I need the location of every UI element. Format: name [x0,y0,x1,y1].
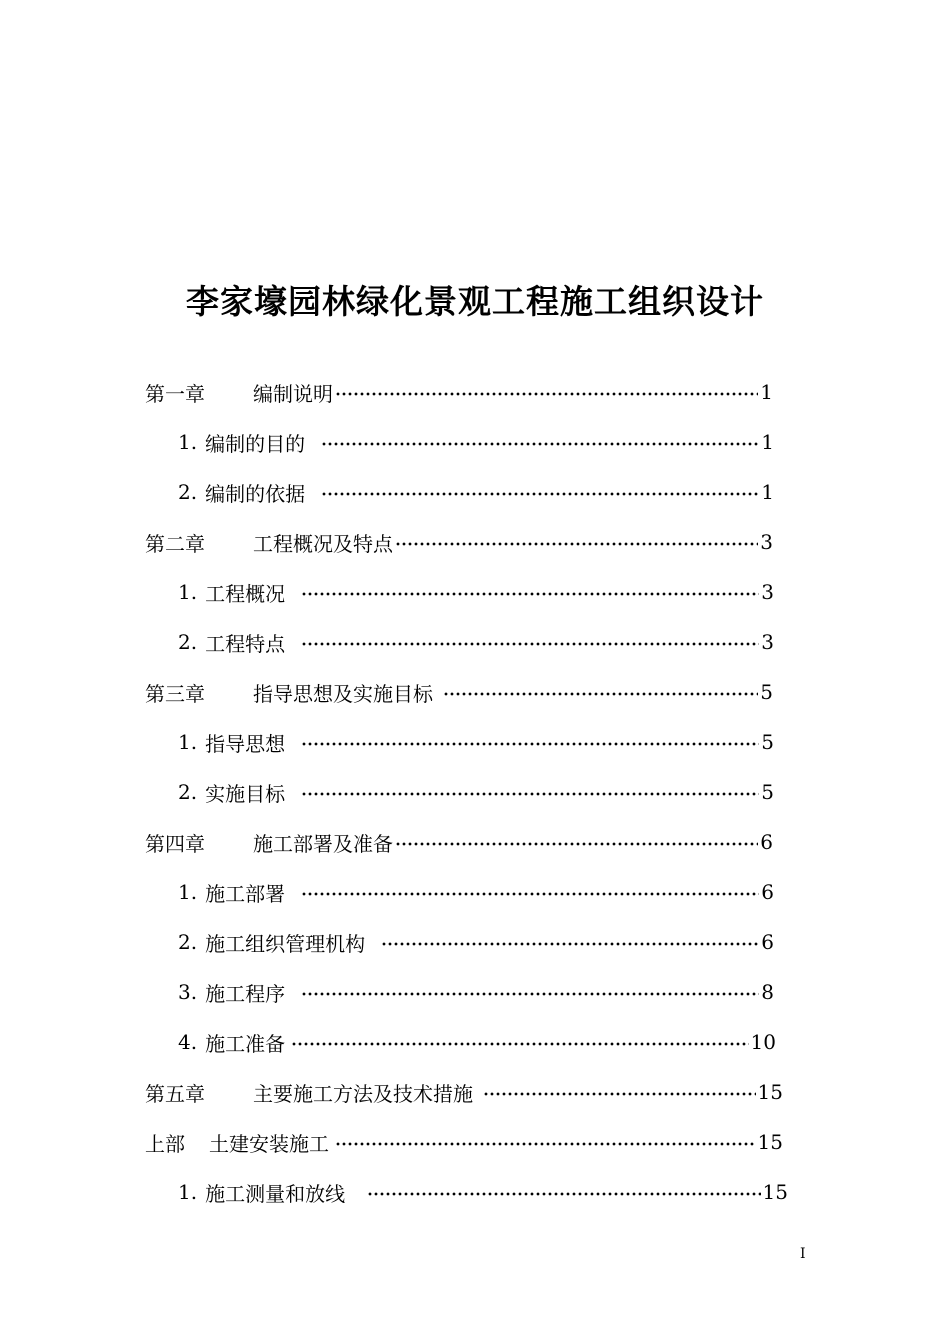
toc-entry[interactable] [178,622,774,662]
toc-entry-label: 上部 [145,1131,185,1156]
toc-entry-title: 施工部署及准备 [253,831,393,856]
toc-entry-label: 第四章 [145,831,205,856]
document-title: 李家壕园林绿化景观工程施工组织设计 [186,282,764,321]
toc-entry[interactable] [145,522,773,562]
toc-entry[interactable] [178,772,774,812]
toc-dot-leader [381,934,759,954]
toc-entry-title: 土建安装施工 [209,1131,329,1156]
toc-entry[interactable] [178,722,774,762]
toc-entry-title: 施工部署 [205,881,286,906]
toc-entry-page: 5 [761,730,774,754]
toc-entry-label: 第三章 [145,681,205,706]
toc-entry-label: 2. [178,780,198,804]
toc-dot-leader [321,484,759,504]
toc-entry-page: 3 [760,530,773,554]
toc-entry-page: 3 [761,630,774,654]
toc-entry-page: 3 [761,580,774,604]
toc-entry[interactable] [178,922,774,962]
toc-entry-page: 10 [750,1030,776,1054]
toc-entry-title: 指导思想及实施目标 [253,681,433,706]
toc-entry[interactable] [145,372,773,412]
toc-dot-leader [301,734,759,754]
toc-entry-page: 5 [761,780,774,804]
toc-entry-title: 编制的依据 [205,481,306,506]
toc-dot-leader [301,984,759,1004]
toc-entry[interactable] [178,572,774,612]
toc-entry-title: 指导思想 [205,731,286,756]
toc-entry-title: 工程概况 [205,581,286,606]
toc-entry[interactable] [178,1172,788,1212]
toc-entry-page: 6 [761,880,774,904]
toc-entry-label: 第二章 [145,531,205,556]
toc-entry-page: 1 [760,380,773,404]
toc-entry-label: 1. [178,1180,198,1204]
toc-dot-leader [443,684,758,704]
toc-dot-leader [395,534,758,554]
toc-entry-label: 1. [178,730,198,754]
toc-dot-leader [335,1134,756,1154]
toc-entry-page: 15 [757,1130,783,1154]
toc-entry[interactable] [145,822,773,862]
toc-entry-page: 15 [757,1080,783,1104]
toc-entry-title: 工程概况及特点 [253,531,393,556]
toc-entry-label: 1. [178,580,198,604]
toc-entry-page: 8 [761,980,774,1004]
toc-entry-title: 编制说明 [253,381,333,406]
toc-entry-title: 工程特点 [205,631,286,656]
toc-entry-page: 15 [762,1180,788,1204]
toc-dot-leader [335,384,758,404]
toc-entry-page: 6 [761,930,774,954]
toc-entry-title: 施工组织管理机构 [205,931,366,956]
toc-entry-page: 1 [761,480,774,504]
toc-dot-leader [301,884,759,904]
toc-entry-label: 第一章 [145,381,205,406]
toc-entry-page: 5 [760,680,773,704]
toc-dot-leader [291,1034,748,1054]
toc-entry-title: 编制的目的 [205,431,306,456]
toc-entry-label: 4. [178,1030,198,1054]
toc-entry[interactable] [145,1122,783,1162]
toc-dot-leader [367,1184,760,1204]
toc-entry-title: 施工程序 [205,981,286,1006]
toc-dot-leader [301,584,759,604]
toc-entry-label: 1. [178,430,198,454]
toc-entry-title: 实施目标 [205,781,286,806]
toc-entry-label: 3. [178,980,198,1004]
toc-entry-label: 1. [178,880,198,904]
toc-entry[interactable] [145,1072,783,1112]
toc-entry[interactable] [178,872,774,912]
toc-dot-leader [395,834,758,854]
toc-entry[interactable] [145,672,773,712]
toc-dot-leader [301,634,759,654]
toc-entry-title: 主要施工方法及技术措施 [253,1081,473,1106]
toc-entry[interactable] [178,1022,776,1062]
toc-entry[interactable] [178,422,774,462]
toc-entry-page: 6 [760,830,773,854]
toc-entry-title: 施工测量和放线 [205,1181,346,1206]
toc-entry-label: 2. [178,630,198,654]
toc-dot-leader [483,1084,756,1104]
toc-entry[interactable] [178,472,774,512]
toc-dot-leader [321,434,759,454]
toc-entry-page: 1 [761,430,774,454]
toc-entry[interactable] [178,972,774,1012]
toc-entry-label: 第五章 [145,1081,205,1106]
page-number: I [800,1246,806,1262]
toc-entry-label: 2. [178,930,198,954]
toc-entry-label: 2. [178,480,198,504]
toc-entry-title: 施工准备 [205,1031,286,1056]
toc-dot-leader [301,784,759,804]
